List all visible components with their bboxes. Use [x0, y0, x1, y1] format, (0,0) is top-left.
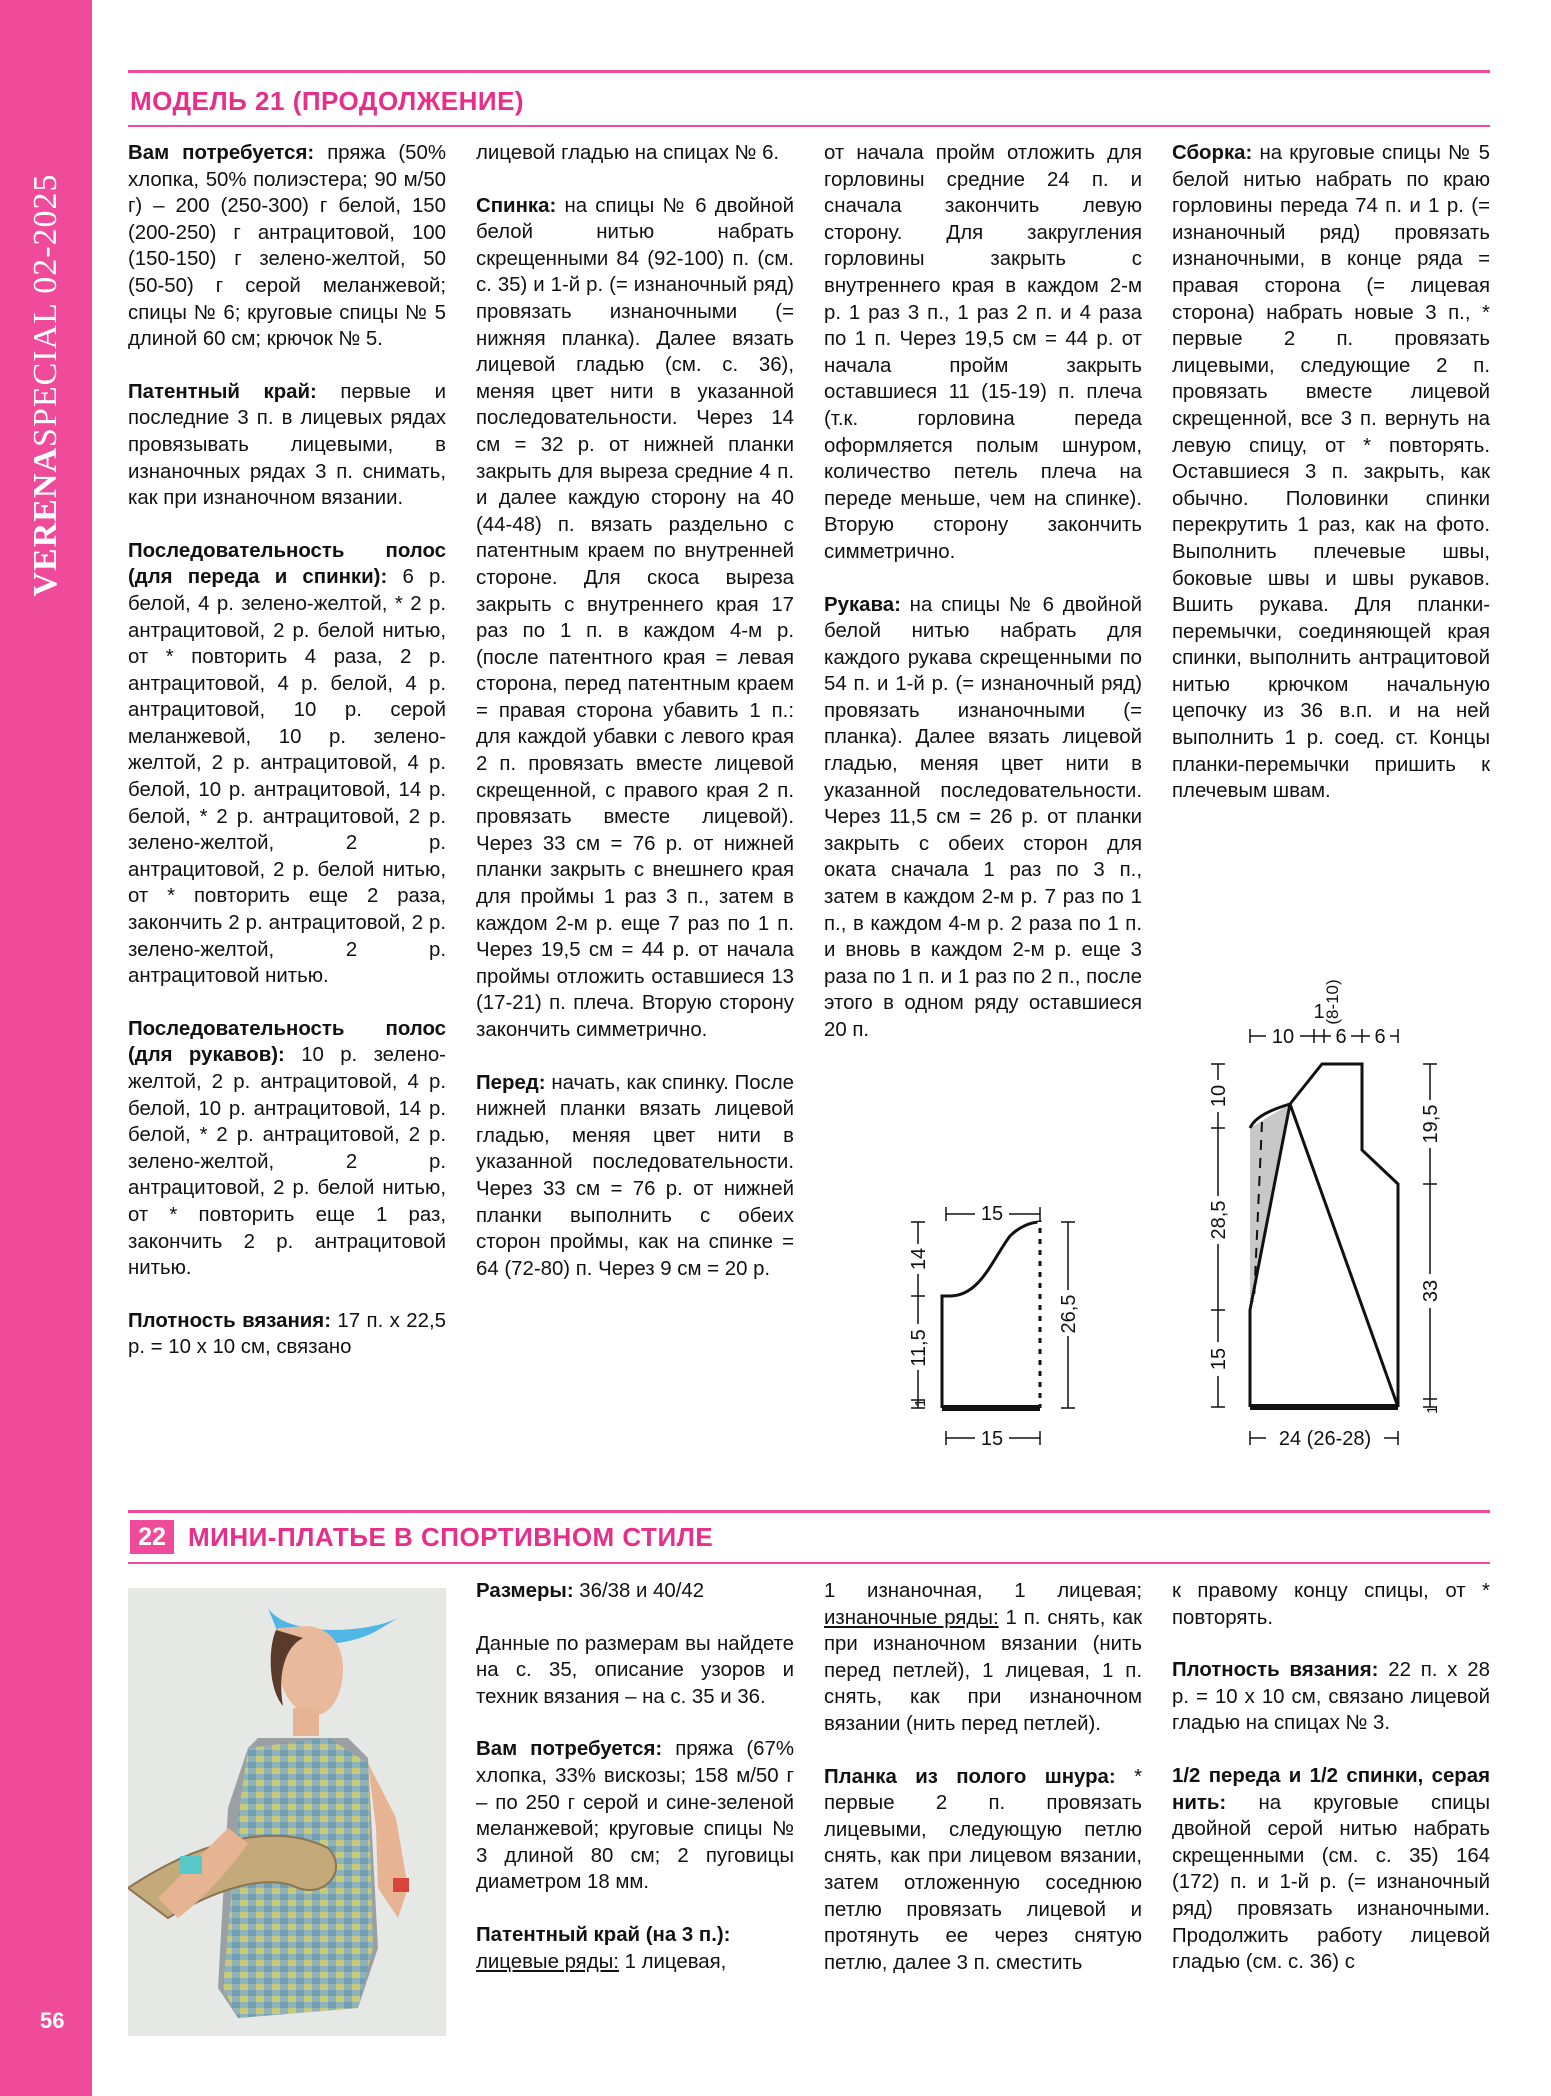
- paragraph: [128, 140, 446, 353]
- dimension-label: 33: [1420, 1279, 1442, 1303]
- paragraph-text: к правому концу спицы, от * повторять.: [1172, 1580, 1490, 1629]
- paragraph: [824, 592, 1142, 1044]
- paragraph-text: начать, как спинку. После нижней планки вязать лицевой гладью, меняя цвет нити в указанной последовательности. Через 33 см = 76 р. от нижней планки выполнить с обеих сторон проймы, как на спинке = 64 (72-80) п. Через 9 см = 20 р.: [476, 1071, 794, 1280]
- paragraph: [476, 1736, 794, 1896]
- dimension-label: 15: [1208, 1347, 1230, 1371]
- paragraph-heading: Спинка:: [476, 194, 557, 217]
- paragraph-text: пряжа (50% хлопка, 50% полиэстера; 90 м/50 г) – 200 (250-300) г белой, 150 (200-250) г антрацитовой, 100 (150-150) г зелено-желтой, 50 (50-50) г серой меланжевой; спицы № 6; круговые спицы № 5 длиной 60 см; крючок № 5.: [128, 142, 446, 351]
- paragraph: [476, 1631, 794, 1711]
- paragraph: [476, 193, 794, 1044]
- section2-column-3: [824, 1578, 1142, 2002]
- paragraph-heading: Последовательность полос (для переда и спинки):: [128, 539, 446, 589]
- paragraph-text: от начала пройм отложить для горловины средние 24 п. и сначала закончить левую сторону. Для закругления горловины закрыть с внутреннего края в каждом 2-м р. 1 раз 3 п., 1 раз 2 п. и 4 раза по 1 п. Через 19,5 см = 44 р. от начала пройм закрыть оставшиеся 11 (15-19) п. плеча (т.к. горловина переда оформляется полым шнуром, количество петель плеча на переде меньше, чем на спинке). Вторую сторону закончить симметрично.: [824, 142, 1142, 563]
- paragraph-heading: Вам потребуется:: [128, 142, 315, 164]
- paragraph-text: Данные по размерам вы найдете на с. 35, описание узоров и техник вязания – на с. 35 и 36.: [476, 1632, 794, 1708]
- section-rule-under: [128, 125, 1490, 127]
- paragraph-heading: Размеры:: [476, 1580, 574, 1602]
- paragraph-heading: Патентный край:: [128, 380, 317, 403]
- underlined-term: изнаночные ряды:: [824, 1606, 999, 1629]
- paragraph-heading: Плотность вязания:: [1172, 1659, 1379, 1682]
- paragraph-heading: Патентный край (на 3 п.):: [476, 1923, 731, 1946]
- paragraph-text: 22 п. x 28 р. = 10 x 10 см, связано лицевой гладью на спицах № 3.: [1172, 1659, 1490, 1735]
- magazine-brand: VERENA: [27, 446, 64, 597]
- paragraph-heading: 1/2 переда и 1/2 спинки, серая нить:: [1172, 1764, 1490, 1814]
- dimension-label: (8-10): [1323, 979, 1342, 1025]
- paragraph-heading: Последовательность полос (для рукавов):: [128, 1017, 446, 1067]
- dimension-label: 14: [908, 1247, 930, 1271]
- paragraph-text: 1 лицевая,: [618, 1950, 727, 1973]
- dimension-label: 19,5: [1420, 1104, 1442, 1144]
- dimension-label: 6: [1374, 1026, 1386, 1048]
- text-column-1: [128, 140, 446, 1387]
- paragraph-text: на спицы № 6 двойной белой нитью набрать скрещенными 84 (92-100) п. (см. с. 35) и 1-й р. (= изнаночный ряд) провязать изнаночными (= нижняя планка). Далее вязать лицевой гладью (см. с. 36), меняя цвет нити в указанной последовательности. Через 14 см = 32 р. от нижней планки закрыть для выреза средние 4 п. и далее каждую сторону на 40 (44-48) п. вязать раздельно с патентным краем по внутренней стороне. Для скоса выреза закрыть с внутреннего края 17 раз по 1 п. в каждом 4-м р. (после патентного края = левая сторона, перед патентным краем = правая сторона убавить 1 п.: для каждой убавки с левого края 2 п. провязать вместе лицевой скрещенной, с правого края 2 п. провязать вместе лицевой). Через 33 см = 76 р. от нижней планки закрыть с внешнего края для проймы 1 раз 3 п., затем в каждом 2-м р. еще 7 раз по 1 п. Через 19,5 см = 44 р. от начала проймы отложить оставшиеся 13 (17-21) п. плеча. Вторую сторону закончить симметрично.: [476, 194, 794, 1041]
- text-column-3: [824, 140, 1142, 1070]
- text-column-4: [1172, 140, 1490, 831]
- dimension-label: 1: [1313, 1001, 1325, 1023]
- magazine-edition: SPECIAL 02-2025: [27, 173, 64, 447]
- paragraph: [476, 1922, 794, 1975]
- paragraph-text: 6 р. белой, 4 р. зелено-желтой, * 2 р. антрацитовой, 2 р. белой нитью, от * повторить 4 раза, 2 р. антрацитовой, 4 р. белой, 4 р. антрацитовой, 10 р. серой меланжевой, 10 р. зелено-желтой, 2 р. антрацитовой, 4 р. белой, 10 р. антрацитовой, 14 р. белой, * 2 р. антрацитовой, 2 р. зелено-желтой, 2 р. антрацитовой, 2 р. белой нитью, от * повторить еще 2 раза, закончить 2 р. антрацитовой, 2 р. зелено-желтой, 2 р. антрацитовой нитью.: [128, 566, 446, 988]
- section-title: МОДЕЛЬ 21 (ПРОДОЛЖЕНИЕ): [130, 86, 525, 116]
- dimension-label: 24 (26-28): [1278, 1428, 1372, 1450]
- sleeve-schematic: [880, 1190, 1110, 1450]
- paragraph: [1172, 1763, 1490, 1976]
- section2-title: МИНИ-ПЛАТЬЕ В СПОРТИВНОМ СТИЛЕ: [188, 1522, 714, 1552]
- dimension-label: 1: [912, 1398, 929, 1407]
- paragraph-text: 10 р. зелено-желтой, 2 р. антрацитовой, 4 р. белой, 10 р. антрацитовой, 14 р. белой, * 2 р. антрацитовой, 2 р. зелено-желтой, 2 р. антрацитовой, 2 р. белой нитью, от * повторить еще 1 раз, закончить 2 р. антрацитовой нитью.: [128, 1044, 446, 1280]
- section2-rule-top: [128, 1510, 1490, 1513]
- paragraph: [824, 1764, 1142, 1977]
- section2-column-4: [1172, 1578, 1490, 2002]
- dimension-label: 26,5: [1058, 1294, 1080, 1334]
- model-photo: [128, 1588, 446, 2036]
- paragraph: [1172, 140, 1490, 805]
- paragraph-text: на круговые спицы двойной серой нитью набрать скрещенными (см. с. 35) 164 (172) п. и 1-й р. (= изнаночный ряд) провязать изнаночными. Продолжить работу лицевой гладью (см. с. 36) с: [1172, 1791, 1490, 1974]
- dimension-label: 28,5: [1208, 1200, 1230, 1240]
- paragraph-heading: Рукава:: [824, 593, 901, 616]
- paragraph-text: 17 п. x 22,5 р. = 10 x 10 см, связано: [128, 1309, 446, 1359]
- paragraph: [476, 1070, 794, 1283]
- dimension-label: 6: [1335, 1026, 1347, 1048]
- paragraph-heading: Планка из полого шнура:: [824, 1765, 1116, 1788]
- dimension-label: 15: [980, 1428, 1004, 1450]
- paragraph-heading: Перед:: [476, 1071, 546, 1094]
- underlined-term: лицевые ряды:: [476, 1950, 619, 1973]
- paragraph: [824, 140, 1142, 566]
- paragraph: [128, 538, 446, 990]
- dimension-label: 10: [1271, 1026, 1295, 1048]
- paragraph-text: на спицы № 6 двойной белой нитью набрать для каждого рукава скрещенными по 54 п. и 1-й р. (= изнаночный ряд) провязать изнаночными (= планка). Далее вязать лицевой гладью, меняя цвет нити в указанной последовательности. Через 11,5 см = 26 р. от планки закрыть с обеих сторон для оката сначала 1 раз по 3 п., затем в каждом 2-м р. 7 раз по 1 п., в каждом 4-м р. 2 раза по 1 п. и вновь в каждом 2-м р. еще 3 раза по 1 п. и 1 раз по 2 п., после этого в одном ряду оставшиеся 20 п.: [824, 593, 1142, 1041]
- paragraph-text: пряжа (67% хлопка, 33% вискозы; 158 м/50 г – по 250 г серой и сине-зеленой меланжевой; круговые спицы № 3 длиной 80 см; 2 пуговицы диаметром 18 мм.: [476, 1738, 794, 1894]
- paragraph-text: 36/38 и 40/42: [573, 1580, 705, 1602]
- dimension-label: 11,5: [908, 1329, 930, 1367]
- paragraph: [128, 1308, 446, 1361]
- magazine-sidebar: [0, 0, 92, 2096]
- paragraph: [476, 140, 794, 167]
- dimension-label: 10: [1208, 1084, 1230, 1108]
- text-column-2: [476, 140, 794, 1308]
- paragraph-text: * первые 2 п. провязать лицевыми, следующую петлю снять, как при лицевом вязании, затем отложенную соседнюю петлю провязать лицевой и протянуть ее через снятую петлю, далее 3 п. сместить: [824, 1765, 1143, 1974]
- paragraph: [128, 379, 446, 512]
- paragraph-text: лицевой гладью на спицах № 6.: [476, 142, 780, 164]
- paragraph-text: 1 п. снять, как при изнаночном вязании (нить перед петлей), 1 лицевая, 1 п. снять, как при изнаночном вязании (нить перед петлей).: [824, 1606, 1142, 1735]
- dimension-label: 1: [1424, 1405, 1441, 1414]
- paragraph-text: на круговые спицы № 5 белой нитью набрать по краю горловины переда 74 п. и 1 р. (= изнаночный ряд) провязать изнаночными, в конце ряда = правая сторона (= лицевая сторона) набрать новые 3 п., * первые 2 п. провязать лицевыми, следующие 2 п. провязать вместе лицевой скрещенной, все 3 п. вернуть на левую спицу, от * повторять. Оставшиеся 3 п. закрыть, как обычно. Половинки спинки перекрутить 1 раз, как на фото. Выполнить плечевые швы, боковые швы и швы рукавов. Вшить рукава. Для планки-перемычки, соединяющей края спинки, выполнить антрацитовой нитью крючком начальную цепочку из 36 в.п. и на ней выполнить 1 р. соед. ст. Концы планки-перемычки пришить к плечевым швам.: [1172, 142, 1490, 803]
- paragraph: [1172, 1657, 1490, 1737]
- paragraph-text: 1 изнаночная, 1 лицевая;: [824, 1580, 1142, 1602]
- page-number: 56: [40, 2008, 65, 2033]
- model-number-badge: 22: [130, 1520, 174, 1554]
- dimension-label: 15: [980, 1203, 1004, 1225]
- paragraph-heading: Вам потребуется:: [476, 1738, 663, 1761]
- section2-column-2: [476, 1578, 794, 2001]
- paragraph: [824, 1578, 1142, 1738]
- paragraph: [128, 1016, 446, 1282]
- magazine-title: [27, 173, 65, 596]
- paragraph: [1172, 1578, 1490, 1631]
- paragraph-heading: Сборка:: [1172, 142, 1253, 164]
- section-rule-top: [128, 70, 1490, 73]
- paragraph-heading: Плотность вязания:: [128, 1309, 331, 1332]
- section2-rule-under: [128, 1562, 1490, 1564]
- paragraph-text: первые и последние 3 п. в лицевых рядах провязывать лицевыми, в изнаночных рядах 3 п. снимать, как при изнаночном вязании.: [128, 380, 446, 510]
- body-schematic: [1190, 962, 1460, 1458]
- paragraph: [476, 1578, 794, 1605]
